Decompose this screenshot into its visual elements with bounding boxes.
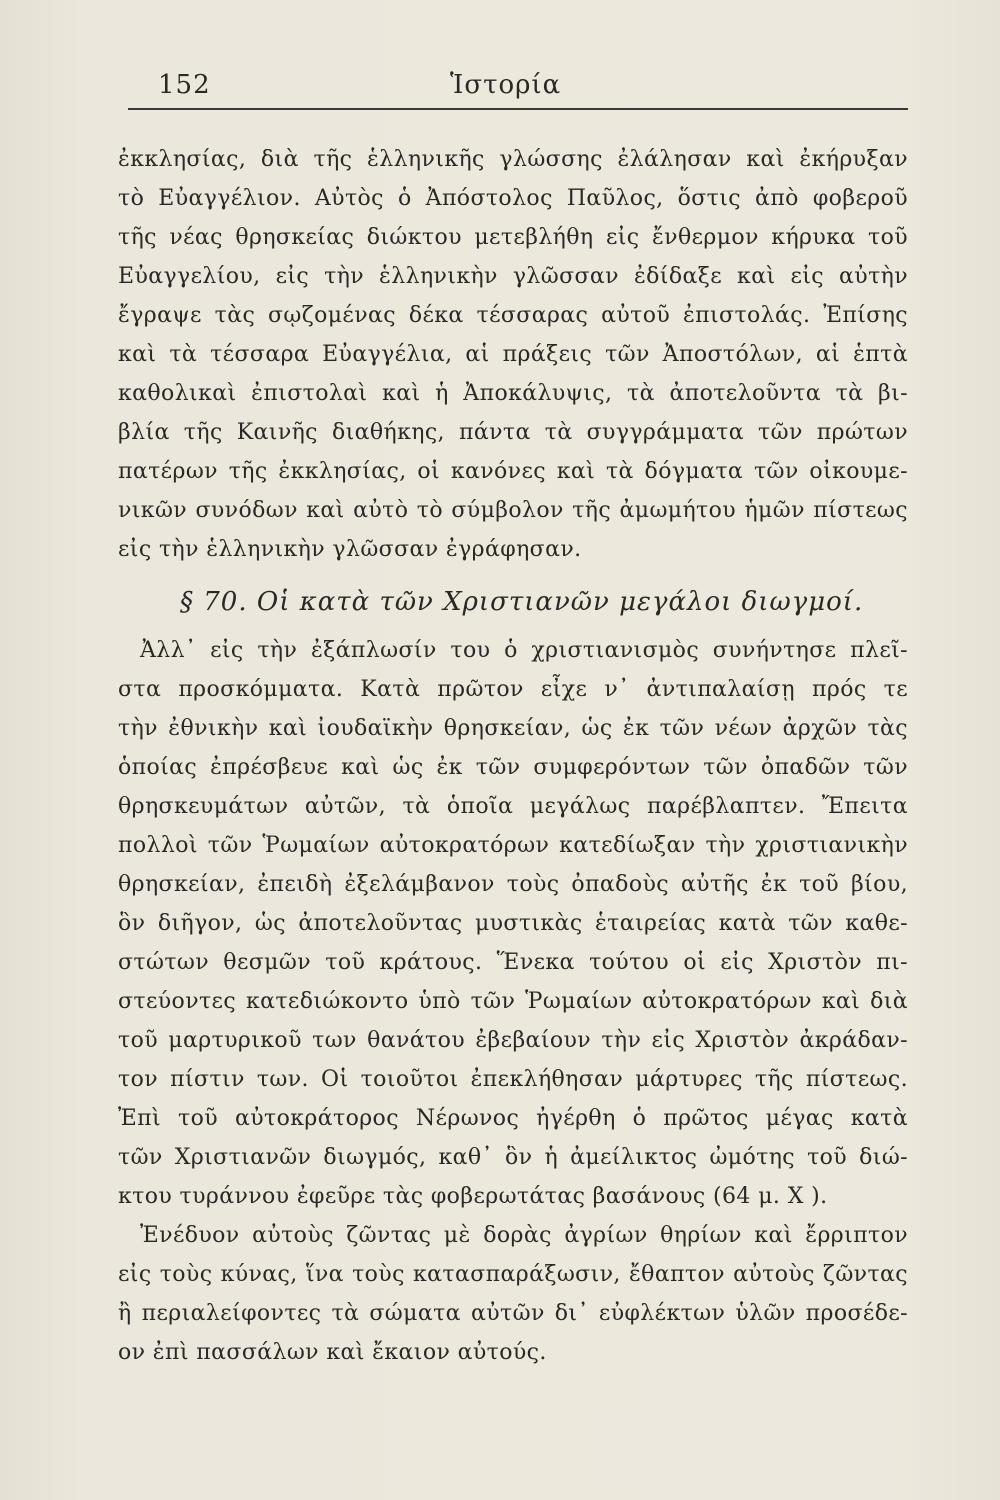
text-line: τῆς νέας θρησκείας διώκτου μετεβλήθη εἰς ἔνθερμον κήρυκα τοῦ: [118, 225, 908, 250]
text-line: πατέρων τῆς ἐκκλησίας, οἱ κανόνες καὶ τὰ δόγματα τῶν οἰκουμε-: [118, 459, 908, 484]
paragraph-1: [118, 140, 908, 569]
text-line: ὁποίας ἐπρέσβευε καὶ ὡς ἐκ τῶν συμφερόντων τῶν ὀπαδῶν τῶν: [118, 755, 908, 780]
text-line: τοῦ μαρτυρικοῦ των θανάτου ἐβεβαίουν τὴν εἰς Χριστὸν ἀκράδαν-: [118, 1028, 908, 1053]
text-line: ἔγραψε τὰς σῳζομένας δέκα τέσσαρας αὐτοῦ ἐπιστολάς. Ἐπίσης: [118, 303, 908, 328]
text-line: καὶ τὰ τέσσαρα Εὐαγγέλια, αἱ πράξεις τῶν Ἀποστόλων, αἱ ἑπτὰ: [118, 342, 908, 367]
text-line: καθολικαὶ ἐπιστολαὶ καὶ ἡ Ἀποκάλυψις, τὰ ἀποτελοῦντα τὰ βι-: [118, 381, 908, 406]
body-text: [118, 140, 908, 1372]
text-line: στεύοντες κατεδιώκοντο ὑπὸ τῶν Ῥωμαίων αὐτοκρατόρων καὶ διὰ: [118, 989, 908, 1014]
page-number: 152: [158, 70, 211, 100]
text-line: ὃν διῆγον, ὡς ἀποτελοῦντας μυστικὰς ἑταιρείας κατὰ τῶν καθε-: [118, 911, 908, 936]
text-line: ον ἐπὶ πασσάλων καὶ ἔκαιον αὐτούς.: [118, 1340, 547, 1365]
text-line: Ἐπὶ τοῦ αὐτοκράτορος Νέρωνος ἠγέρθη ὁ πρῶτος μέγας κατὰ: [118, 1106, 908, 1131]
text-line: ἢ περιαλείφοντες τὰ σώματα αὐτῶν δι᾿ εὐφλέκτων ὑλῶν προσέδε-: [118, 1301, 908, 1326]
text-line: τον πίστιν των. Οἱ τοιοῦτοι ἐπεκλήθησαν μάρτυρες τῆς πίστεως.: [118, 1067, 908, 1092]
text-line: πολλοὶ τῶν Ῥωμαίων αὐτοκρατόρων κατεδίωξαν τὴν χριστιανικὴν: [118, 833, 908, 858]
text-line: θρησκευμάτων αὐτῶν, τὰ ὁποῖα μεγάλως παρέβλαπτεν. Ἔπειτα: [118, 794, 908, 819]
running-title: Ἱστορία: [450, 70, 562, 100]
text-line: στώτων θεσμῶν τοῦ κράτους. Ἕνεκα τούτου οἱ εἰς Χριστὸν πι-: [118, 950, 908, 975]
section-heading: § 70. Οἱ κατὰ τῶν Χριστιανῶν μεγάλοι διωγμοί.: [180, 587, 864, 617]
text-line: Εὐαγγελίου, εἰς τὴν ἑλληνικὴν γλῶσσαν ἐδίδαξε καὶ εἰς αὐτὴν: [118, 264, 908, 289]
text-line: Ἀλλ᾿ εἰς τὴν ἐξάπλωσίν του ὁ χριστιανισμὸς συνήντησε πλεῖ-: [140, 638, 908, 663]
page-header: [128, 66, 908, 106]
text-line: εἰς τοὺς κύνας, ἵνα τοὺς κατασπαράξωσιν, ἔθαπτον αὐτοὺς ζῶντας: [118, 1262, 908, 1287]
text-line: τῶν Χριστιανῶν διωγμός, καθ᾿ ὃν ἡ ἀμείλικτος ὠμότης τοῦ διώ-: [118, 1145, 908, 1170]
text-line: νικῶν συνόδων καὶ αὐτὸ τὸ σύμβολον τῆς ἀμωμήτου ἡμῶν πίστεως: [118, 498, 908, 523]
text-line: ἐκκλησίας, διὰ τῆς ἑλληνικῆς γλώσσης ἐλάλησαν καὶ ἐκήρυξαν: [118, 147, 908, 172]
text-line: κτου τυράννου ἐφεῦρε τὰς φοβερωτάτας βασάνους (64 μ. Χ ).: [118, 1184, 828, 1209]
text-line: στα προσκόμματα. Κατὰ πρῶτον εἶχε ν᾿ ἀντιπαλαίσῃ πρός τε: [118, 677, 908, 702]
paragraph-2: [118, 631, 908, 1372]
text-line: Ἐνέδυον αὐτοὺς ζῶντας μὲ δορὰς ἀγρίων θηρίων καὶ ἔρριπτον: [140, 1223, 908, 1248]
header-rule: [128, 108, 908, 110]
text-line: βλία τῆς Καινῆς διαθήκης, πάντα τὰ συγγράμματα τῶν πρώτων: [118, 420, 908, 445]
text-line: τὴν ἐθνικὴν καὶ ἰουδαϊκὴν θρησκείαν, ὡς ἐκ τῶν νέων ἀρχῶν τὰς: [118, 716, 908, 741]
text-line: τὸ Εὐαγγέλιον. Αὐτὸς ὁ Ἀπόστολος Παῦλος, ὅστις ἀπὸ φοβεροῦ: [118, 186, 908, 211]
text-line: εἰς τὴν ἑλληνικὴν γλῶσσαν ἐγράφησαν.: [118, 537, 582, 562]
text-line: θρησκείαν, ἐπειδὴ ἐξελάμβανον τοὺς ὀπαδοὺς αὐτῆς ἐκ τοῦ βίου,: [118, 872, 908, 897]
